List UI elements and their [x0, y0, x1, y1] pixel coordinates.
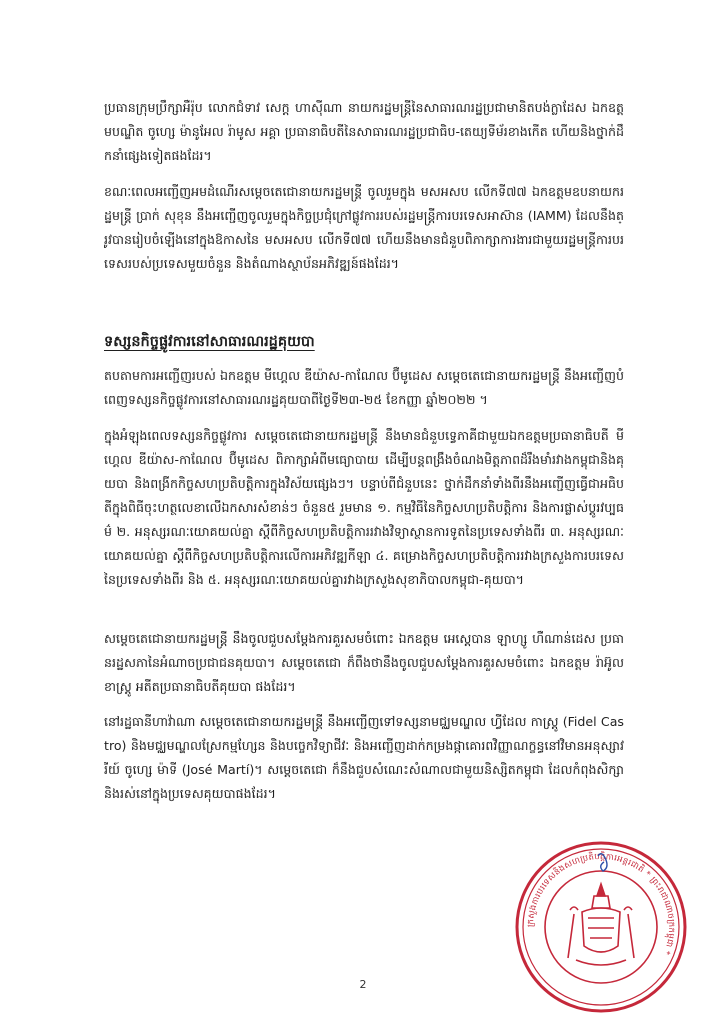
royal-arms-emblem-icon: [568, 884, 634, 965]
paragraph-5: សម្តេចតេជោនាយករដ្ឋមន្ត្រី នឹងចូលជួបសម្តែងការគួរសមចំពោះ ឯកឧត្តម អេស្តេបាន ឡាហ្សូ ហឺណាន់ដេស ប្រធានរដ្ឋសភានៃអំណាចប្រជាជនគុយបា។ សម្តេចតេជោ ក៏ពឹងថានឹងចូលជួបសម្តែងការគួរសមចំពោះ ឯកឧត្តម រ៉ាអ៊ូល ខាស្ត្រូ អតីតប្រធានាធិបតីគុយបា ផងដែរ។: [104, 631, 624, 694]
paragraph-2: ខណៈពេលអញ្ជើញអមដំណើរសម្តេចតេជោនាយករដ្ឋមន្ត្រី ចូលរួមក្នុង មសអសប លើកទី៧៧ ឯកឧត្តមឧបនាយករដ្ឋមន្ត្រី ប្រាក់ សុខុន នឹងអញ្ជើញចូលរួមក្នុងកិច្ចប្រជុំក្រៅផ្លូវការរបស់រដ្ឋមន្ត្រីការបរទេសអាស៊ាន (IAMM) ដែលនឹងត្រូវបានរៀបចំឡើងនៅក្នុងឱកាសនៃ មសអសប លើកទី៧៧ ហើយនឹងមានជំនួបពិភាក្សាការងារជាមួយរដ្ឋមន្ត្រីការបរទេសរបស់ប្រទេសមួយចំនួន និងតំណាងស្ថាប័នអភិវឌ្ឍន៍ផងដែរ។: [104, 184, 624, 271]
seal-ring-textpath: ក្រសួងការបរទេសនិងសហប្រតិបត្តិការអន្តរជាតិ * ព្រះរាជាណាចក្រកម្ពុជា *: [524, 850, 678, 957]
paragraph-4: ក្នុងអំឡុងពេលទស្សនកិច្ចផ្លូវការ សម្តេចតេជោនាយករដ្ឋមន្ត្រី នឹងមានជំនួបទ្វេភាគីជាមួយឯកឧត្តមប្រធានាធិបតី មីហ្គេល ឌីយ៉ាស-កាណែល ប៊ឺមូដេស ពិភាក្សាអំពីមធ្យោបាយ ដើម្បីបន្តពង្រឹងចំណងមិត្តភាពដ៏រឹងមាំរវាងកម្ពុជានិងគុយបា និងពង្រីកកិច្ចសហប្រតិបត្តិការក្នុងវិស័យផ្សេងៗ។ បន្ទាប់ពីជំនួបនេះ ថ្នាក់ដឹកនាំទាំងពីរនឹងអញ្ជើញធ្វើជាអធិបតីក្នុងពិធីចុះហត្ថលេខាលើឯកសារសំខាន់ៗ ចំនួន៥ រួមមាន ១. កម្មវិធីនៃកិច្ចសហប្រតិបត្តិការ និងការផ្លាស់ប្តូរវប្បធម៌ ២. អនុស្សរណៈយោគយល់គ្នា ស្តីពីកិច្ចសហប្រតិបត្តិការរវាងវិទ្យាស្ថានការទូតនៃប្រទេសទាំងពីរ ៣. អនុស្សរណៈយោគយល់គ្នា ស្តីពីកិច្ចសហប្រតិបត្តិការលើការអភិវឌ្ឍកីឡា ៤. គម្រោងកិច្ចសហប្រតិបត្តិការរវាងក្រសួងការបរទេសនៃប្រទេសទាំងពីរ និង ៥. អនុស្សរណៈយោគយល់គ្នារវាងក្រសួងសុខាភិបាលកម្ពុជា-គុយបា។: [104, 428, 624, 587]
paragraph-1: ប្រធានក្រុមប្រឹក្សាអឺរ៉ុប លោកជំទាវ សេក្ត ហាស៊ីណា នាយករដ្ឋមន្ត្រីនៃសាធារណរដ្ឋប្រជាមានិតបង់ក្លាដែស ឯកឧត្តមបណ្ឌិត ចូហ្សេ ម៉ានូអែល រ៉ាមូស អគ្គា ប្រធានាធិបតីនៃសាធារណរដ្ឋប្រជាធិប-តេយ្យទីម័រខាងកើត ហើយនិងថ្នាក់ដឹកនាំផ្សេងទៀតផងដែរ។: [104, 100, 624, 163]
page-number: 2: [359, 978, 367, 991]
paragraph-6: នៅរដ្ឋធានីហាវ៉ាណា សម្តេចតេជោនាយករដ្ឋមន្ត្រី នឹងអញ្ជើញទៅទស្សនាមជ្ឈមណ្ឌល ហ្វីដែល កាស្ត្រូ (Fidel Castro) និងមជ្ឈមណ្ឌលស្រែកម្មហ្សែន និងបច្ចេកវិទ្យាជីវៈ និងអញ្ជើញដាក់កម្រងផ្កាគោរពវិញ្ញាណក្ខន្ធនៅវិមានអនុស្សាវរីយ៍ ចូហ្សេ ម៉ាទី (José Martí)។ សម្តេចតេជោ ក៏នឹងជួបសំណេះសំណាលជាមួយនិស្សិតកម្ពុជា ដែលកំពុងសិក្សានិងរស់នៅក្នុងប្រទេសគុយបាផងដែរ។: [104, 714, 624, 801]
section-heading: ទស្សនកិច្ចផ្លូវការនៅសាធារណរដ្ឋគុយបា: [104, 334, 315, 350]
paragraph-3: តបតាមការអញ្ជើញរបស់ ឯកឧត្តម មីហ្គេល ឌីយ៉ាស-កាណែល ប៊ឺមូដេស សម្តេចតេជោនាយករដ្ឋមន្ត្រី នឹងអញ្ជើញបំពេញទស្សនកិច្ចផ្លូវការនៅសាធារណរដ្ឋគុយបាពីថ្ងៃទី២៣-២៥ ខែកញ្ញា ឆ្នាំ២០២២ ។: [104, 368, 624, 407]
